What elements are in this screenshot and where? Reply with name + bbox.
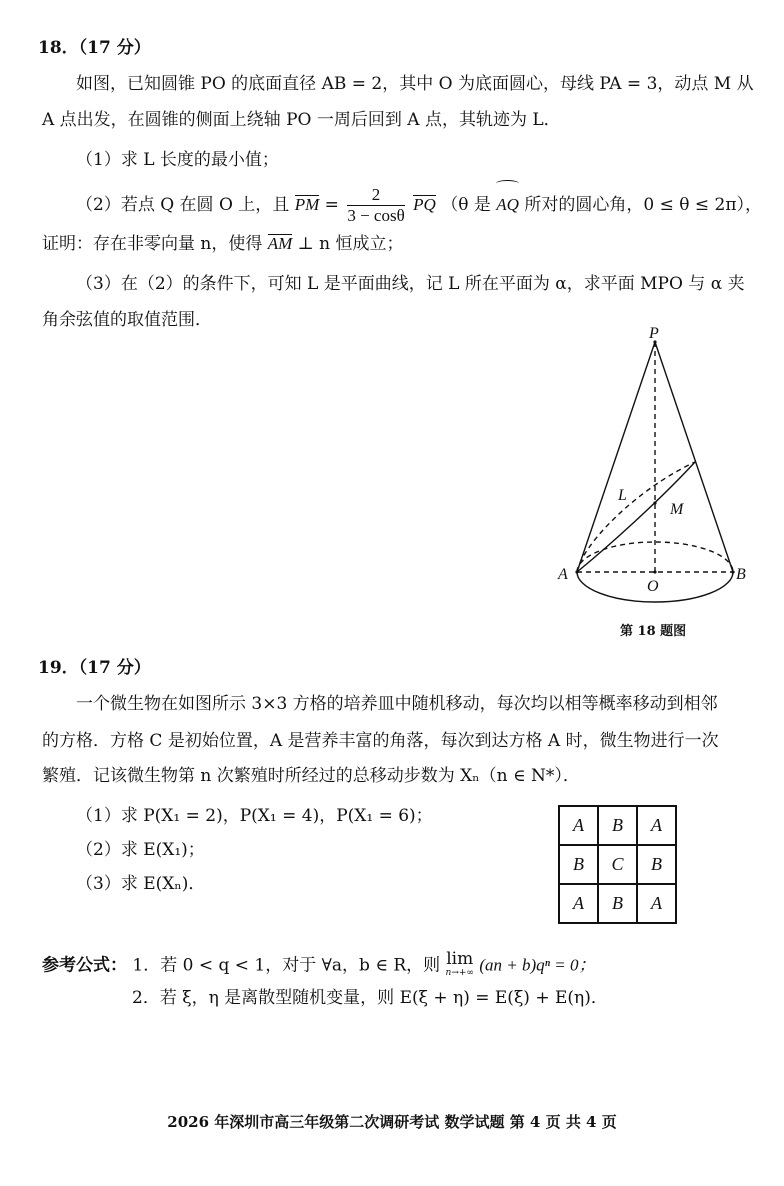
reference-item2: 2．若 ξ，η 是离散型随机变量，则 E(ξ + η) = E(ξ) + E(η)． (132, 988, 608, 1008)
q18-part3-line2: 角余弦值的取值范围． (42, 310, 212, 330)
q19-part2: （2）求 E(X₁)； (76, 840, 205, 860)
q18-part2-prefix: （2）若点 Q 在圆 O 上，且 (76, 195, 290, 215)
q18-part2-line2-suffix: ⊥ n 恒成立； (297, 234, 404, 254)
q18-part2-line1 (76, 183, 762, 227)
grid-cell: B (598, 884, 637, 923)
q19-intro-line3: 繁殖．记该微生物第 n 次繁殖时所经过的总移动步数为 Xₙ（n ∈ N*）． (42, 766, 580, 786)
page-footer: 2026 年深圳市高三年级第二次调研考试 数学试题 第 4 页 共 4 页 (167, 1113, 617, 1131)
reference-item1-suffix: (an + b)qⁿ = 0； (479, 955, 596, 975)
q18-part3-line1: （3）在（2）的条件下，可知 L 是平面曲线，记 L 所在平面为 α，求平面 MPO 与 α 夹 (76, 274, 745, 294)
q19-part3: （3）求 E(Xₙ)． (76, 874, 206, 894)
point-o (653, 570, 656, 573)
q18-part2-line2-prefix: 证明：存在非零向量 n，使得 (42, 234, 263, 254)
reference-label: 参考公式： (42, 955, 127, 976)
q19-part1: （1）求 P(X₁ = 2)，P(X₁ = 4)，P(X₁ = 6)； (76, 806, 433, 826)
vector-pq: PQ (413, 195, 436, 214)
limit-operator (445, 949, 474, 980)
equals-sign: = (324, 195, 339, 215)
label-m: M (670, 501, 684, 518)
grid-cell: A (637, 884, 676, 923)
grid-3x3 (558, 805, 677, 924)
q18-part2-suffix: 所对的圆心角，0 ≤ θ ≤ 2π）， (524, 195, 762, 215)
fraction (347, 185, 404, 226)
arc-aq: AQ (496, 183, 519, 227)
label-l: L (618, 487, 627, 504)
label-p: P (649, 325, 659, 342)
point-m (653, 501, 656, 504)
q19-intro-line2: 的方格．方格 C 是初始位置，A 是营养丰富的角落，每次到达方格 A 时，微生物进行一次 (42, 731, 719, 751)
cone-side-right (655, 342, 733, 572)
point-b (731, 570, 734, 573)
grid-cell: A (559, 806, 598, 845)
fraction-denominator: 3 − cosθ (347, 206, 405, 225)
label-a: A (558, 566, 568, 583)
q19-intro-line1: 一个微生物在如图所示 3×3 方格的培养皿中随机移动，每次均以相等概率移动到相邻 (76, 694, 718, 714)
label-o: O (647, 578, 659, 595)
q19-heading: 19．（17 分） (38, 658, 151, 678)
fraction-numerator: 2 (347, 185, 404, 206)
q18-heading: 18．（17 分） (38, 38, 151, 58)
q18-part2-line2 (42, 232, 403, 256)
point-a (575, 570, 578, 573)
label-b: B (736, 566, 746, 583)
reference-item1-prefix: 1．若 0 < q < 1，对于 ∀a，b ∈ R，则 (132, 955, 441, 976)
grid-cell: A (559, 884, 598, 923)
q18-intro-line1: 如图，已知圆锥 PO 的底面直径 AB = 2，其中 O 为底面圆心，母线 PA = 3，动点 M 从 (76, 74, 754, 94)
limit-subscript: n→+∞ (445, 968, 474, 978)
grid-cell: B (598, 806, 637, 845)
q18-part1: （1）求 L 长度的最小值； (76, 150, 279, 170)
figure-caption: 第 18 题图 (620, 624, 687, 639)
cone-side-left (577, 342, 655, 572)
cone-figure (540, 320, 770, 620)
vector-am: AM (267, 234, 293, 253)
grid-cell: B (637, 845, 676, 884)
grid-cell: B (559, 845, 598, 884)
q18-intro-line2: A 点出发，在圆锥的侧面上绕轴 PO 一周后回到 A 点，其轨迹为 L． (42, 110, 561, 130)
reference-line1 (42, 949, 596, 980)
grid-cell: C (598, 845, 637, 884)
grid-cell: A (637, 806, 676, 845)
limit-text: lim (446, 949, 474, 969)
vector-pm: PM (294, 195, 320, 214)
q18-part2-mid: （θ 是 (441, 195, 491, 215)
